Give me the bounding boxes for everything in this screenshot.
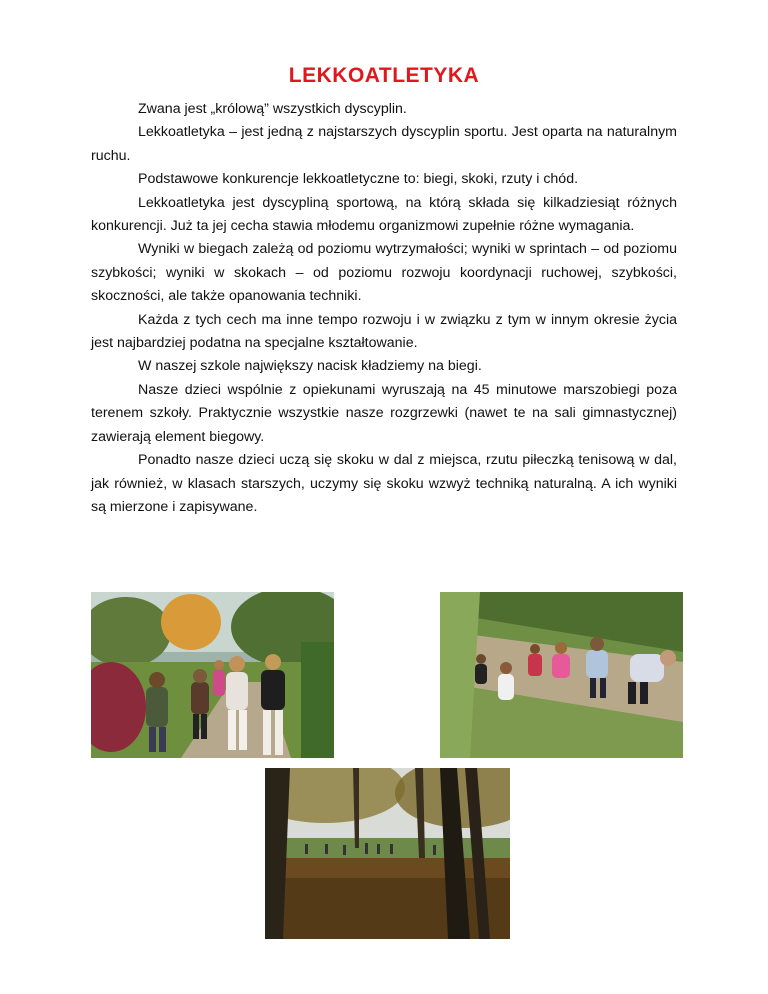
page-title: LEKKOATLETYKA xyxy=(288,64,480,87)
paragraph: Nasze dzieci wspólnie z opiekunami wyruszają na 45 minutowe marszobiegi poza terenem szkoły. Praktycznie wszystkie nasze rozgrzewki (nawet te na sali gimnastycznej) zawierają element biegowy. xyxy=(91,381,677,445)
photo-climbing-slope xyxy=(440,592,683,758)
photo-walking-path xyxy=(91,592,334,758)
paragraph: Wyniki w biegach zależą od poziomu wytrzymałości; wyniki w sprintach – od poziomu szybkości; wyniki w skokach – od poziomu rozwoju koordynacji ruchowej, szybkości, skoczności, ale także opanowania techniki. xyxy=(91,241,677,305)
photo-autumn-park xyxy=(265,768,510,939)
paragraph: Lekkoatletyka jest dyscypliną sportową, na którą składa się kilkadziesiąt różnych konkurencji. Już ta jej cecha stawia młodemu organizmowi zupełnie różne wymagania. xyxy=(91,194,677,235)
paragraph: Ponadto nasze dzieci uczą się skoku w dal z miejsca, rzutu piłeczką tenisową w dal, jak również, w klasach starszych, uczymy się skoku wzwyż techniką naturalną. A ich wyniki są mierzone i zapisywane. xyxy=(91,452,677,515)
paragraph: Podstawowe konkurencje lekkoatletyczne to: biegi, skoki, rzuty i chód. xyxy=(138,171,579,188)
paragraph: Lekkoatletyka – jest jedną z najstarszych dyscyplin sportu. Jest oparta na naturalnym ruchu. xyxy=(91,124,677,164)
paragraph: W naszej szkole największy nacisk kładziemy na biegi. xyxy=(138,358,482,375)
paragraph: Zwana jest „królową” wszystkich dyscyplin. xyxy=(138,101,407,117)
article-body xyxy=(91,98,677,519)
paragraph: Każda z tych cech ma inne tempo rozwoju i w związku z tym w innym okresie życia jest najbardziej podatna na specjalne kształtowanie. xyxy=(91,311,677,352)
